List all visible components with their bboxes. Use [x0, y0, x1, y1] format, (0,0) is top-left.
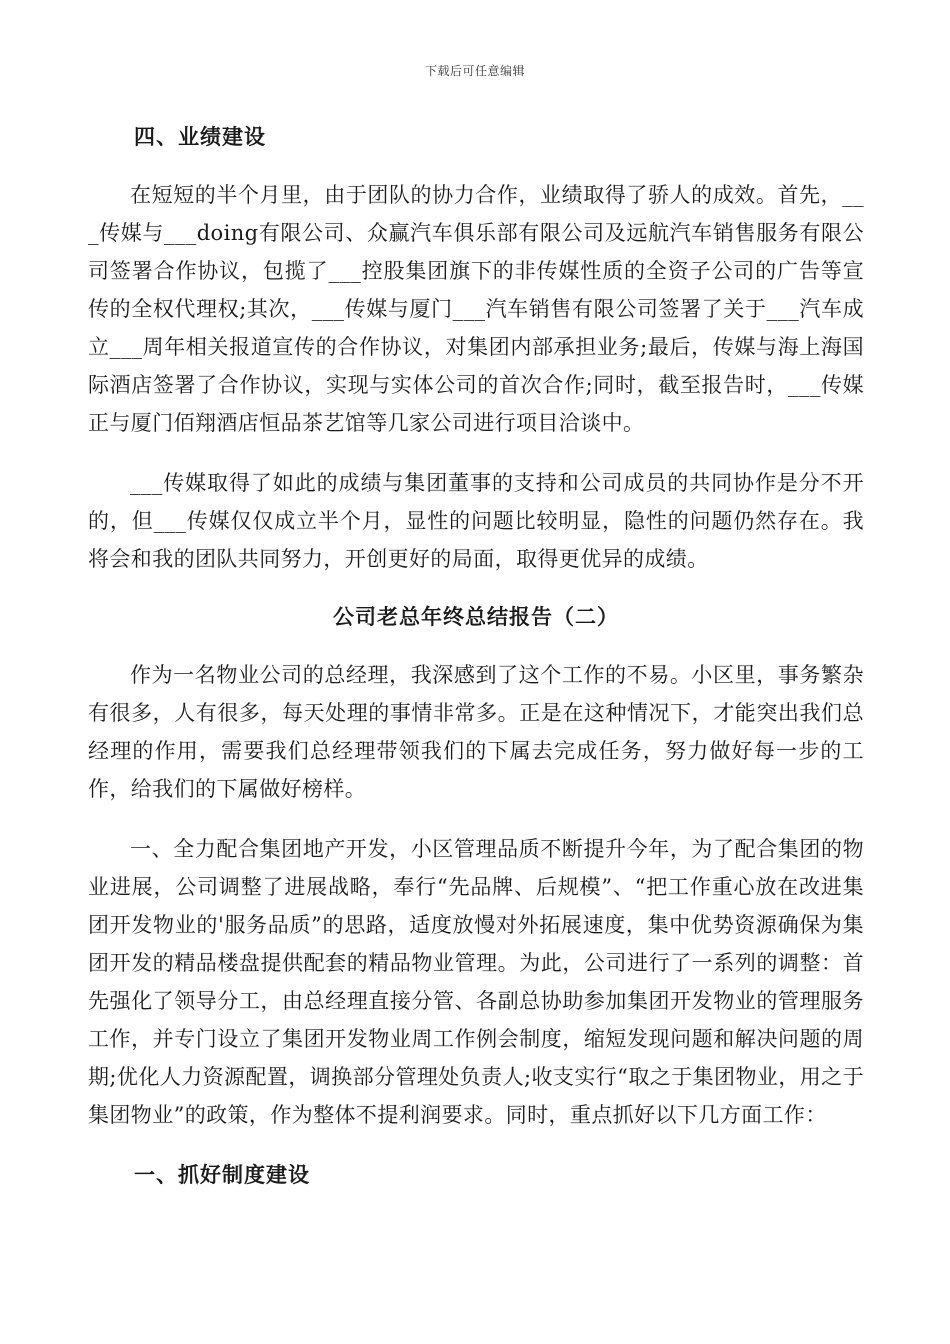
report-title: 公司老总年终总结报告（二） [333, 605, 619, 629]
page-header-note: 下载后可任意编辑 [424, 64, 525, 78]
paragraph: 在短短的半个月里，由于团队的协力合作，业绩取得了骄人的成效。首先，___传媒与___doing有限公司、众赢汽车俱乐部有限公司及远航汽车销售服务有限公司签署合作协议，包揽了___控股集团旗下的非传媒性质的全资子公司的广告等宣传的全权代理权;其次，___传媒与厦门___汽车销售有限公司签署了关于___汽车成立___周年相关报道宣传的合作协议，对集团内部承担业务;最后，传媒与海上海国际酒店签署了合作协议，实现与实体公司的首次合作;同时，截至报告时，___传媒正与厦门佰翔酒店恒品茶艺馆等几家公司进行项目洽谈中。 [88, 183, 864, 435]
section-heading: 四、业绩建设 [134, 125, 266, 149]
section-subheading: 一、抓好制度建设 [134, 1163, 310, 1187]
paragraph: 一、全力配合集团地产开发，小区管理品质不断提升今年，为了配合集团的物业进展，公司调整了进展战略，奉行“先品牌、后规模”、“把工作重心放在改进集团开发物业的'服务品质”的思路，适度放慢对外拓展速度，集中优势资源确保为集团开发的精品楼盘提供配套的精品物业管理。为此，公司进行了一系列的调整：首先强化了领导分工，由总经理直接分管、各副总协助参加集团开发物业的管理服务工作，并专门设立了集团开发物业周工作例会制度，缩短发现问题和解决问题的周期;优化人力资源配置，调换部分管理处负责人;收支实行“取之于集团物业，用之于集团物业”的政策，作为整体不提利润要求。同时，重点抓好以下几方面工作： [88, 837, 864, 1127]
paragraph: ___传媒取得了如此的成绩与集团董事的支持和公司成员的共同协作是分不开的，但___传媒仅仅成立半个月，显性的问题比较明显，隐性的问题仍然存在。我将会和我的团队共同努力，开创更好的局面，取得更优异的成绩。 [88, 471, 864, 571]
paragraph: 作为一名物业公司的总经理，我深感到了这个工作的不易。小区里，事务繁杂有很多，人有很多，每天处理的事情非常多。正是在这种情况下，才能突出我们总经理的作用，需要我们总经理带领我们的下属去完成任务，努力做好每一步的工作，给我们的下属做好榜样。 [88, 663, 864, 801]
document-body [88, 118, 864, 1194]
